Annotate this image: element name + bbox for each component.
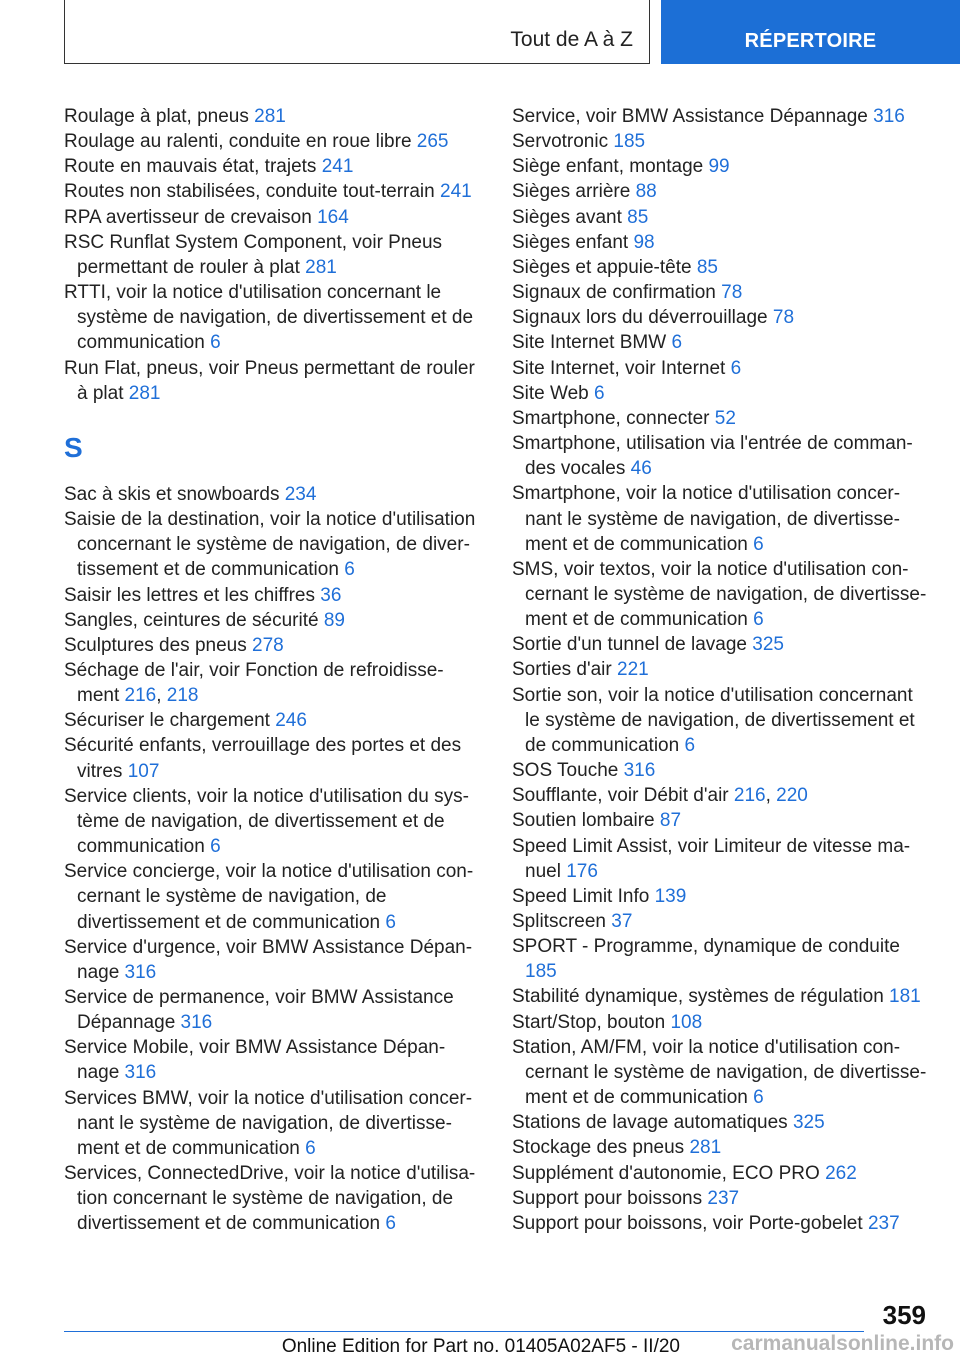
index-entry (512, 129, 930, 154)
index-entry-text: Roulage à plat, pneus (64, 106, 255, 127)
index-entry-text: Service clients, voir la notice d'utilisation du système de navigation, de divertissement et de communication (64, 785, 469, 858)
page-reference-link[interactable]: 6 (753, 533, 764, 555)
index-entry-text: Route en mauvais état, trajets (64, 156, 322, 178)
page-reference-link[interactable]: 221 (617, 659, 649, 681)
index-entry: Soufflante, voir Débit d'air 216, 220 (512, 785, 808, 807)
index-entry-text: Sortie son, voir la notice d'utilisation concernant le système de navigation, de divertissement et de communication (512, 684, 915, 756)
index-entry (64, 935, 478, 985)
index-column-left (64, 104, 478, 1237)
index-entry-text: Sangles, ceintures de sécurité (64, 609, 324, 631)
index-entry (512, 758, 930, 783)
index-entry-text: Sculptures des pneus (64, 634, 253, 656)
index-entry (512, 230, 930, 255)
page-reference-link[interactable]: 246 (275, 710, 307, 732)
index-entry (512, 305, 930, 330)
index-entry-text: Routes non stabilisées, conduite tout-terrain (64, 181, 440, 203)
index-entry-text: Siège enfant, montage (512, 156, 709, 178)
index-entry (512, 1110, 930, 1135)
index-column-right (512, 104, 930, 1236)
index-entry-text: Smartphone, connecter (512, 407, 715, 429)
index-entry (512, 205, 930, 230)
index-entry-text: Splitscreen (512, 911, 612, 932)
index-entry-text: Services BMW, voir la notice d'utilisation concernant le système de navigation, de divertissement et de communication (64, 1087, 473, 1159)
page-reference-link[interactable]: 316 (124, 961, 157, 983)
index-entry (64, 507, 478, 582)
index-entry (512, 179, 930, 204)
index-entry-text: Sécurité enfants, verrouillage des portes et des vitres (64, 735, 462, 782)
page-reference-link[interactable]: 281 (689, 1137, 722, 1159)
index-entry (64, 733, 478, 783)
index-entry-text: Sortie d'un tunnel de lavage (512, 634, 753, 656)
index-entry-text: Smartphone, voir la notice d'utilisation concernant le système de navigation, de divertissement et de communication (512, 483, 901, 555)
index-entry (64, 280, 478, 355)
index-entry-text: SOS Touche (512, 760, 624, 782)
index-entry-text: Sièges enfant (512, 231, 634, 253)
index-entry (64, 1161, 478, 1236)
page-number: 359 (882, 1300, 926, 1330)
index-entry-text: Séchage de l'air, voir Fonction de refroidissement (64, 659, 444, 707)
page-reference-link[interactable]: 325 (792, 1112, 825, 1134)
page-reference-link[interactable]: 316 (124, 1062, 157, 1084)
index-entry-text: Support pour boissons, voir Porte-gobelet (512, 1212, 868, 1234)
index-entry (512, 1161, 930, 1186)
index-entry (512, 632, 930, 657)
header-left-box (64, 0, 650, 64)
page-reference-link[interactable]: 37 (611, 911, 633, 932)
index-entry-text: Stations de lavage automatiques (512, 1112, 793, 1134)
page-reference-link[interactable]: 6 (684, 734, 696, 756)
index-entry-text: Run Flat, pneus, voir Pneus permettant de rouler à plat (64, 357, 475, 404)
index-entry (64, 784, 478, 859)
index-entry (512, 255, 930, 280)
page-reference-link[interactable]: 6 (385, 1213, 396, 1235)
index-entry (64, 583, 478, 608)
index-entry (64, 205, 478, 230)
index-entry-text: Station, AM/FM, voir la notice d'utilisation concernant le système de navigation, de divertissement et de communication (512, 1036, 927, 1109)
index-entry-text: Saisie de la destination, voir la notice d'utilisation concernant le système de navigation, de divertissement et de communication (64, 509, 476, 581)
index-entry (512, 884, 930, 909)
index-entry (512, 330, 930, 355)
index-entry (64, 230, 478, 280)
index-entry (64, 1086, 478, 1161)
page-reference-link[interactable]: 6 (305, 1137, 316, 1159)
page-reference-link[interactable]: 36 (320, 584, 342, 606)
index-entry-text: Service, voir BMW Assistance Dépannage (512, 106, 874, 127)
index-entry (64, 859, 478, 934)
index-entry-text: Servotronic (512, 131, 614, 153)
index-entry (512, 808, 930, 833)
index-entry-text: Site Internet BMW (512, 332, 672, 354)
index-entry-text: Services, ConnectedDrive, voir la notice d'utilisation concernant le système de navigation, de divertissement et de communication (64, 1163, 476, 1235)
index-entry-text: RSC Runflat System Component, voir Pneus permettant de rouler à plat (64, 231, 443, 278)
index-entry (512, 909, 930, 934)
index-entry-text: Speed Limit Assist, voir Limiteur de vitesse manuel (512, 835, 911, 882)
index-entry-text: Stabilité dynamique, systèmes de régulation (512, 986, 890, 1008)
footer-edition: Online Edition for Part no. 01405A02AF5 - II/20 (281, 1336, 680, 1357)
page-reference-link[interactable]: 241 (321, 156, 354, 178)
index-entry-text: Service de permanence, voir BMW Assistance Dépannage (64, 987, 454, 1034)
page-reference-link[interactable]: 85 (627, 206, 649, 228)
index-entry (512, 104, 930, 129)
watermark: carmanualsonline.info (731, 1332, 954, 1355)
index-entry (64, 129, 478, 154)
page-reference-link[interactable]: 278 (252, 634, 284, 656)
index-entry-text: Service concierge, voir la notice d'utilisation concernant le système de navigation, de divertissement et de communication (64, 861, 474, 933)
page-reference-link[interactable]: 281 (305, 256, 337, 278)
index-entry (64, 985, 478, 1035)
page-reference-link[interactable]: 46 (630, 458, 652, 480)
page-reference-link[interactable]: 220 (776, 785, 808, 807)
page-reference-link[interactable]: 316 (623, 760, 656, 782)
index-entry-text: Start/Stop, bouton (512, 1011, 671, 1033)
page-reference-link[interactable]: 6 (730, 357, 742, 379)
page-reference-link[interactable]: 281 (254, 106, 286, 127)
page-reference-link[interactable]: 6 (753, 609, 764, 631)
index-entry-text: RPA avertisseur de crevaison (64, 206, 318, 228)
index-entry-text: SPORT - Programme, dynamique de conduite (512, 936, 900, 958)
index-entry-text: Roulage au ralenti, conduite en roue libre (64, 131, 417, 153)
index-entry-text: Site Internet, voir Internet (512, 357, 731, 379)
page-reference-link[interactable]: 316 (873, 106, 905, 127)
page-reference-link[interactable]: 237 (707, 1187, 740, 1209)
index-entry-text: Supplément d'autonomie, ECO PRO (512, 1162, 826, 1184)
index-entry (512, 557, 930, 632)
index-entry-text: Stockage des pneus (512, 1137, 690, 1159)
index-entry (64, 708, 478, 733)
index-entry (64, 633, 478, 658)
page-reference-link[interactable]: 216 (733, 785, 766, 807)
index-entry (512, 356, 930, 381)
index-entry (512, 1211, 930, 1236)
index-entry (512, 280, 930, 305)
page-reference-link[interactable]: 181 (889, 986, 921, 1008)
index-entry (64, 608, 478, 633)
index-entry-text: SMS, voir textos, voir la notice d'utilisation concernant le système de navigation, de divertissement et de communication (512, 558, 927, 631)
index-entry (64, 179, 478, 204)
index-entry (64, 104, 478, 129)
index-entry (64, 154, 478, 179)
page-reference-link[interactable]: 6 (344, 559, 355, 581)
index-entry-text: Smartphone, utilisation via l'entrée de commandes vocales (512, 433, 913, 480)
index-entry (512, 1186, 930, 1211)
page-reference-link[interactable]: 6 (210, 836, 221, 858)
index-entry-text: Sièges avant (512, 206, 628, 228)
page-reference-link[interactable]: 78 (772, 307, 795, 329)
index-entry-text: Site Web (512, 382, 595, 404)
index-entry-text: Soufflante, voir Débit d'air (512, 785, 734, 807)
index-entry-text: RTTI, voir la notice d'utilisation concernant le système de navigation, de divertissement et de communication (64, 282, 474, 354)
page-reference-link[interactable]: 6 (753, 1087, 764, 1109)
index-entry-text: Signaux lors du déverrouillage (512, 307, 773, 329)
page-reference-link[interactable]: 98 (633, 231, 655, 253)
page-reference-link[interactable]: 87 (659, 810, 682, 832)
page-reference-link[interactable]: 107 (127, 760, 160, 782)
index-entry-text: Sièges et appuie-tête (512, 256, 697, 278)
page-reference-link[interactable]: 6 (385, 911, 396, 933)
index-entry-text: Service Mobile, voir BMW Assistance Dépannage (64, 1037, 446, 1084)
page-reference-link[interactable]: 108 (670, 1011, 703, 1033)
index-entry-text: Sorties d'air (512, 659, 618, 681)
page-reference-link[interactable]: 89 (323, 609, 345, 631)
page-reference-link[interactable]: 176 (566, 860, 598, 882)
page-reference-link[interactable]: 262 (825, 1162, 857, 1184)
page-reference-link[interactable]: 85 (696, 256, 718, 278)
index-entry (512, 1135, 930, 1160)
index-entry-text: Saisir les lettres et les chiffres (64, 584, 321, 606)
index-entry (512, 154, 930, 179)
index-entry (64, 1035, 478, 1085)
page-reference-link[interactable]: 216 (124, 685, 157, 707)
page-reference-link[interactable]: 52 (714, 407, 736, 429)
page-reference-link[interactable]: 139 (654, 885, 687, 907)
index-entry (512, 381, 930, 406)
page-reference-link[interactable]: 88 (635, 181, 657, 203)
page-reference-link[interactable]: 185 (613, 131, 646, 153)
index-entry (512, 481, 930, 556)
page-reference-link[interactable]: 6 (671, 332, 683, 354)
index-entry (512, 657, 930, 682)
page-reference-link[interactable]: 185 (525, 961, 557, 983)
page-reference-link[interactable]: 6 (594, 382, 605, 404)
index-entry-text: Support pour boissons (512, 1187, 708, 1209)
page-reference-link[interactable]: 265 (416, 131, 449, 153)
section-tab[interactable]: RÉPERTOIRE (661, 0, 960, 64)
page-reference-link[interactable]: 78 (721, 282, 743, 304)
page-reference-link[interactable]: 237 (867, 1212, 900, 1234)
index-entry-text: Sécuriser le chargement (64, 710, 276, 732)
index-entry (64, 356, 478, 406)
index-entry-text: Sièges arrière (512, 181, 636, 203)
page-reference-link[interactable]: 281 (128, 382, 161, 404)
index-entry (512, 1035, 930, 1110)
page-reference-link[interactable]: 325 (752, 634, 784, 656)
page-reference-link[interactable]: 164 (317, 206, 349, 228)
page-reference-link[interactable]: 234 (284, 483, 317, 505)
index-entry (512, 934, 930, 984)
index-entry-text: Service d'urgence, voir BMW Assistance Dépannage (64, 936, 473, 983)
page-reference-link[interactable]: 241 (440, 181, 472, 203)
index-entry-text: Speed Limit Info (512, 885, 655, 907)
index-entry (512, 1010, 930, 1035)
page-reference-link[interactable]: 218 (166, 685, 199, 707)
index-entry (512, 431, 930, 481)
index-entry-text: Signaux de confirmation (512, 282, 722, 304)
index-entry (512, 406, 930, 431)
page-reference-link[interactable]: 6 (210, 332, 221, 354)
page-reference-link[interactable]: 316 (180, 1012, 213, 1034)
index-entry: Séchage de l'air, voir Fonction de refroidissement 216, 218 (64, 659, 444, 707)
index-entry-text: Soutien lombaire (512, 810, 660, 832)
index-letter-heading: S (64, 431, 83, 463)
index-entry (512, 683, 930, 758)
page-reference-link[interactable]: 99 (708, 156, 730, 178)
index-entry-text: Sac à skis et snowboards (64, 483, 285, 505)
index-entry (512, 984, 930, 1009)
index-entry (64, 482, 478, 507)
section-title: Tout de A à Z (510, 28, 633, 51)
index-entry (512, 834, 930, 884)
